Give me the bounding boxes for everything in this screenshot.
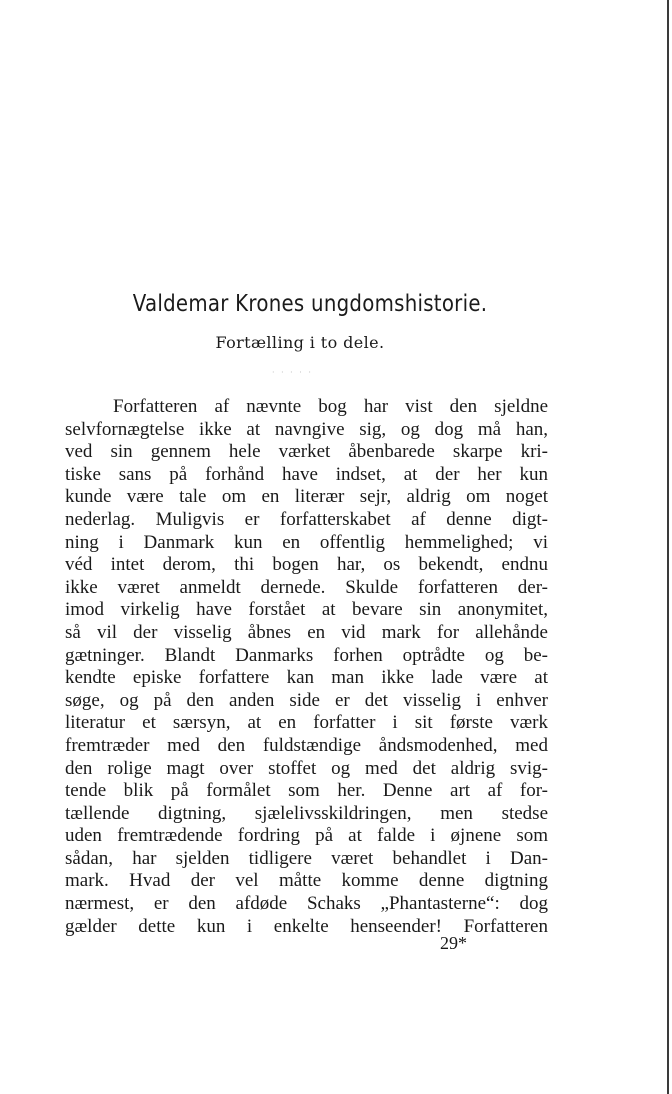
text-line: uden fremtrædende fordring på at falde i øjnene som: [65, 825, 548, 847]
text-line: tende blik på formålet som her. Denne art af for-: [65, 780, 548, 802]
text-line: véd intet derom, thi bogen har, os bekendt, endnu: [65, 554, 548, 576]
text-line: den rolige magt over stoffet og med det aldrig svig-: [65, 757, 548, 779]
text-line: kunde være tale om en literær sejr, aldrig om noget: [65, 486, 548, 508]
signature-mark: 29*: [440, 933, 467, 953]
text-line: nederlag. Muligvis er forfatterskabet af denne digt-: [65, 508, 548, 530]
text-line: kendte episke forfattere kan man ikke lade være at: [65, 667, 548, 689]
text-line: imod virkelig have forstået at bevare sin anonymitet,: [65, 599, 548, 621]
text-line: mark. Hvad der vel måtte komme denne digtning: [65, 870, 548, 892]
page-subtitle: Fortælling i to dele.: [215, 333, 385, 352]
separator-dots: · · · · ·: [272, 368, 313, 377]
text-line: fremtræder med den fuldstændige åndsmodenhed, med: [65, 734, 548, 756]
text-line: ved sin gennem hele værket åbenbarede skarpe kri-: [65, 441, 548, 463]
page-edge-line: [667, 0, 669, 1094]
text-line: gælder dette kun i enkelte henseender! Forfatteren: [65, 915, 548, 937]
text-line: tiske sans på forhånd have indset, at der her kun: [65, 463, 548, 485]
text-line: tællende digtning, sjælelivsskildringen, men stedse: [65, 802, 548, 824]
text-line: Forfatteren af nævnte bog har vist den sjeldne: [113, 396, 548, 417]
text-line: ning i Danmark kun en offentlig hemmelighed; vi: [65, 531, 548, 553]
text-line: så vil der visselig åbnes en vid mark for allehånde: [65, 621, 548, 643]
text-line: nærmest, er den afdøde Schaks „Phantasterne“: dog: [65, 893, 548, 915]
page-title: Valdemar Krones ungdomshistorie.: [132, 291, 488, 317]
text-line: ikke været anmeldt dernede. Skulde forfatteren der-: [65, 576, 548, 598]
text-line: sådan, har sjelden tidligere været behandlet i Dan-: [65, 847, 548, 869]
text-line: søge, og på den anden side er det visselig i enhver: [65, 689, 548, 711]
text-line: literatur et særsyn, at en forfatter i sit første værk: [65, 712, 548, 734]
text-line: selvfornægtelse ikke at navngive sig, og dog må han,: [65, 418, 548, 440]
body-paragraph: [65, 396, 548, 938]
text-line: gætninger. Blandt Danmarks forhen optrådte og be-: [65, 644, 548, 666]
